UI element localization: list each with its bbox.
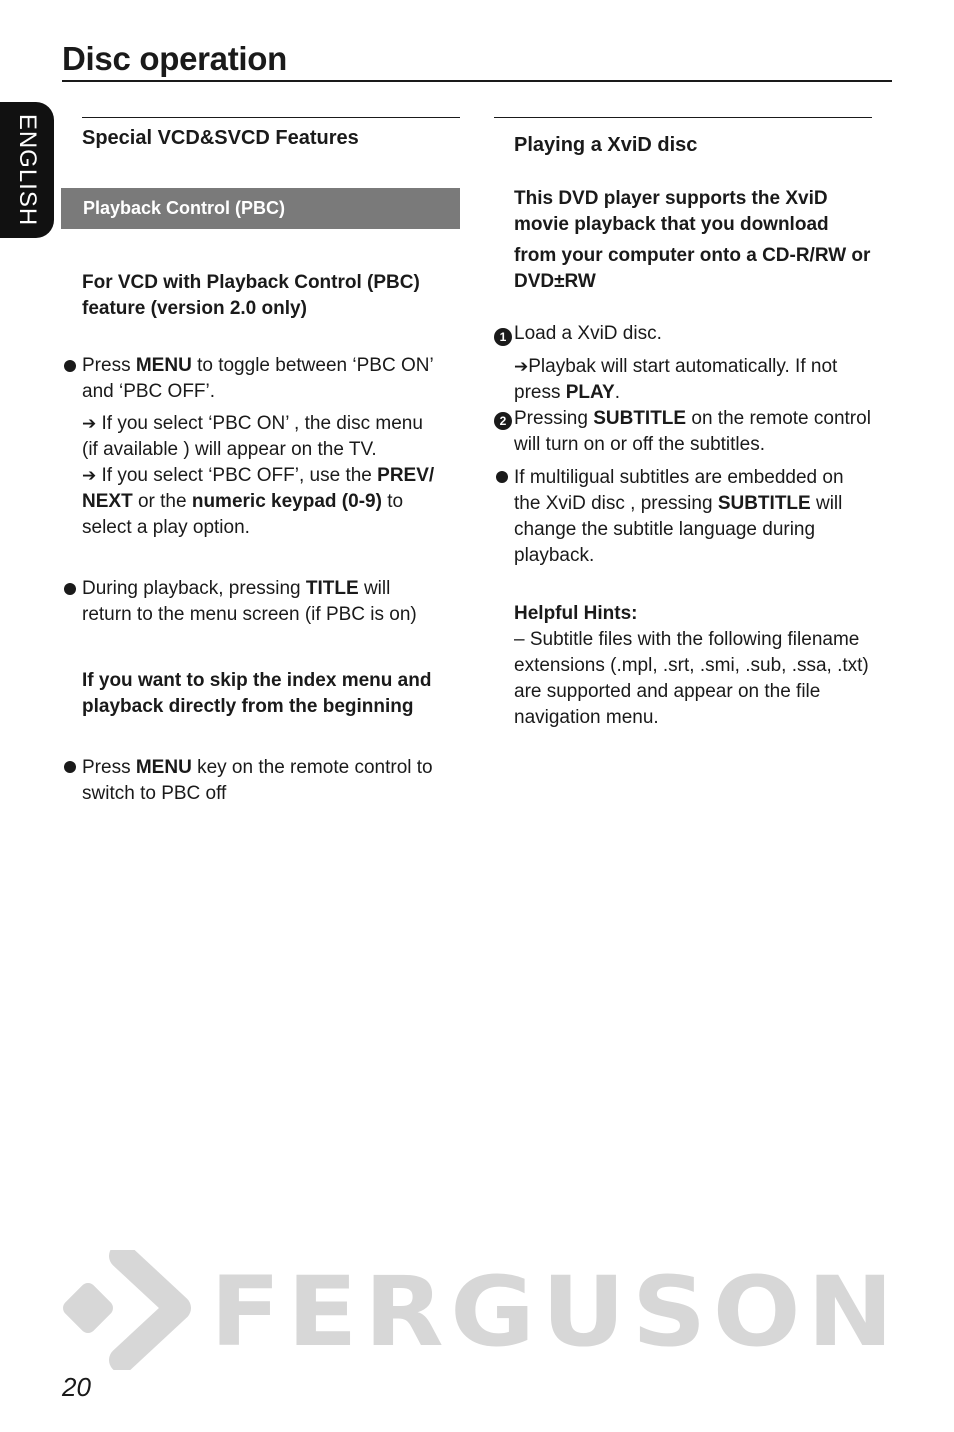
skip-index-heading: If you want to skip the index menu and playback directly from the beginning [82, 670, 432, 717]
step-1-badge: 1 [494, 328, 512, 346]
title-rule [62, 80, 892, 82]
left-section-title: Special VCD&SVCD Features [82, 127, 359, 149]
language-tab [0, 102, 54, 238]
bullet-dot [64, 360, 76, 372]
pbc-section-bar: Playback Control (PBC) [61, 188, 460, 229]
ferguson-logo-mark [60, 1250, 900, 1370]
step-2-badge: 2 [494, 412, 512, 430]
brand-wordmark: FERGUSON [210, 1256, 900, 1368]
bullet-multilingual: If multiligual subtitles are embedded on the XviD disc , pressing SUBTITLE will change the subtitle language during playback. [514, 467, 844, 566]
arrow-right-icon: ➔ [514, 357, 529, 376]
xvid-intro-1: This DVD player supports the XviD movie playback that you download [514, 188, 829, 235]
right-top-rule [494, 117, 872, 118]
right-section-title: Playing a XviD disc [514, 134, 698, 156]
step-2-text: Pressing SUBTITLE on the remote control will turn on or off the subtitles. [514, 408, 871, 455]
bullet-dot [496, 471, 508, 483]
arrow-right-icon: ➔ [82, 414, 97, 433]
step-1-text: Load a XviD disc. [514, 323, 662, 344]
bullet-dot [64, 583, 76, 595]
arrow-right-icon: ➔ [82, 466, 97, 485]
bullet-dot [64, 761, 76, 773]
pbc-intro: For VCD with Playback Control (PBC) feature (version 2.0 only) [82, 272, 420, 319]
language-tab-label: ENGLISH [14, 113, 41, 227]
bullet-menu-toggle: Press MENU to toggle between ‘PBC ON’ and ‘PBC OFF’. [82, 355, 434, 402]
page-title: Disc operation [62, 40, 288, 77]
helpful-hints-title: Helpful Hints: [514, 603, 638, 624]
page-number: 20 [62, 1372, 91, 1402]
bullet-title-key: During playback, pressing TITLE will return to the menu screen (if PBC is on) [82, 578, 417, 625]
arrow-pbc-off: ➔ If you select ‘PBC OFF’, use the PREV/ NEXT or the numeric keypad (0-9) to select a play option. [82, 465, 435, 538]
arrow-pbc-on: ➔ If you select ‘PBC ON’ , the disc menu (if available ) will appear on the TV. [82, 413, 423, 460]
helpful-hints-text: – Subtitle files with the following filename extensions (.mpl, .srt, .smi, .sub, .ssa, .txt) are supported and appear on the file navigation menu. [514, 629, 869, 728]
xvid-intro-2: from your computer onto a CD-R/RW or DVD±RW [514, 245, 871, 292]
step-1-arrow: ➔Playbak will start automatically. If not press PLAY. [514, 356, 838, 403]
left-top-rule [82, 117, 460, 118]
ferguson-logo [60, 1250, 900, 1375]
bullet-menu-off: Press MENU key on the remote control to switch to PBC off [82, 757, 433, 804]
